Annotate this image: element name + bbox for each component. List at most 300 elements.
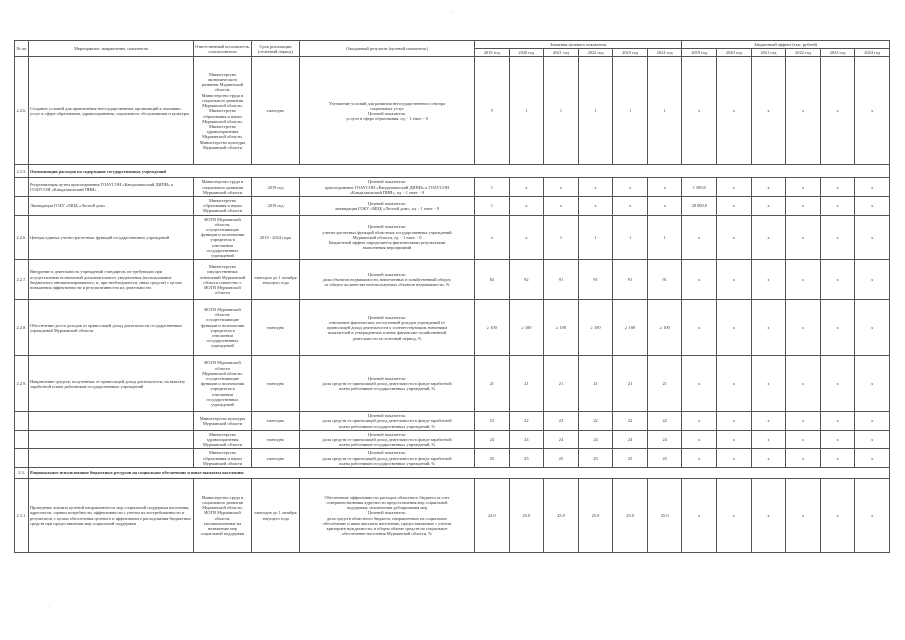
indicator-value: 24 [509, 430, 544, 449]
page-mark-top: · [452, 10, 454, 16]
result-line: платы работников государственных учреждений, % [338, 423, 436, 429]
executor-line: здравоохранения [206, 129, 239, 135]
indicator-value: 24 [475, 430, 510, 449]
executor-line: социального развития [201, 499, 244, 505]
executor-line: социального развития [201, 184, 244, 190]
indicator-value: ≥ 100 [613, 300, 648, 356]
indicator-value: 24 [613, 430, 648, 449]
effect-value: х [682, 430, 717, 449]
indicator-value: 21 [613, 356, 648, 412]
executor-line: учредителя в [210, 237, 235, 243]
deadline-cell: ежегодно [252, 412, 300, 431]
result-cell [300, 197, 475, 216]
deadline-cell: 2019 год [252, 197, 300, 216]
indicator-value: х [509, 215, 544, 260]
indicator-value: 25.0 [647, 479, 682, 553]
indicator-value: 21 [475, 356, 510, 412]
table-row [15, 300, 890, 356]
effect-value: х [820, 412, 855, 431]
result-line: социальных услуг [370, 105, 404, 111]
executor-cell [194, 356, 252, 412]
measure-text [29, 412, 194, 431]
table-row [15, 356, 890, 412]
indicator-value: ≥ 100 [544, 300, 579, 356]
result-line: доля объектов недвижимости, вовлеченных в хозяйственный оборот, [322, 277, 452, 283]
indicator-value: 1 [509, 57, 544, 165]
effect-value: х [786, 215, 821, 260]
indicator-value: 25 [509, 449, 544, 468]
indicator-value: 22 [509, 412, 544, 431]
result-line: Целевой показатель: [367, 179, 407, 185]
executor-line: государственных [206, 247, 239, 253]
indicator-value: 24 [544, 430, 579, 449]
effect-value: 28 000,0 [682, 197, 717, 216]
result-line: Целевой показатель: [367, 510, 407, 516]
result-line: доля средств от приносящей доход деятельности в фонде заработной [322, 437, 452, 443]
effect-value: х [682, 449, 717, 468]
effect-value: х [682, 479, 717, 553]
executor-cell [194, 300, 252, 356]
executor-line: Министерство [208, 264, 237, 270]
executor-line: имущественных [207, 269, 238, 275]
indicator-value: 21 [647, 356, 682, 412]
indicator-value: х [475, 215, 510, 260]
effect-value: х [820, 215, 855, 260]
executor-line: Министерство [208, 71, 237, 77]
header-year: 2024 год [647, 49, 682, 57]
effect-value: х [855, 197, 890, 216]
executor-line: социальной поддержки [200, 531, 245, 537]
row-number [15, 412, 29, 431]
indicator-value: 21 [509, 356, 544, 412]
result-line: совершенствования адресности предоставления мер социальной [326, 499, 448, 505]
indicator-value: 23 [475, 412, 510, 431]
result-cell [300, 412, 475, 431]
effect-value: х [855, 449, 890, 468]
executor-line: Мурманской области [202, 460, 243, 466]
measure-text: Проведение анализа целевой направленности мер социальной поддержки населения, адресности, оценки потребности, эффективности с учетом их востребованности и результатов, с целью обеспечения целевого и эффективного расходования бюджетных средств при предоставлении мер социальной поддержки [29, 479, 194, 553]
effect-value: х [820, 356, 855, 412]
indicator-value: 21 [544, 356, 579, 412]
indicator-value: 1 [475, 197, 510, 216]
indicator-value: 25.0 [613, 479, 648, 553]
executor-line: функции и полномочия [200, 381, 245, 387]
executor-line: учредителя в [210, 386, 235, 392]
indicator-value: 91 [613, 260, 648, 300]
executor-line: отношении [212, 242, 233, 248]
effect-value: х [682, 412, 717, 431]
row-number: 2.3.1. [15, 479, 29, 553]
row-number: 2.3. [15, 468, 29, 479]
executor-line: Мурманской области [202, 144, 243, 150]
effect-value: х [682, 300, 717, 356]
effect-value: х [786, 356, 821, 412]
effect-value: х [717, 300, 752, 356]
executor-line: развития Мурманской [201, 82, 244, 88]
indicator-value: 5 [475, 57, 510, 165]
effect-value: х [855, 430, 890, 449]
indicator-value: 25.0 [578, 479, 613, 553]
executor-line: образования и науки [203, 203, 242, 209]
executor-line: государственных [206, 338, 239, 344]
result-line: выполнения мероприятий [362, 245, 412, 251]
executor-line: экономического [207, 77, 238, 83]
executor-line: Министерство культуры [199, 415, 246, 421]
executor-line: Мурманской области, [202, 118, 243, 124]
measure-text [29, 449, 194, 468]
effect-value: х [786, 412, 821, 431]
header-year: 2024 год [855, 49, 890, 57]
executor-cell [194, 215, 252, 260]
indicator-value: х [578, 178, 613, 197]
executor-line: функции и полномочия [200, 232, 245, 238]
deadline-cell: ежегодно до 1 октября текущего года [252, 260, 300, 300]
effect-value: х [855, 57, 890, 165]
executor-line: учреждений [211, 343, 234, 349]
deadline-cell: ежегодно [252, 300, 300, 356]
deadline-cell: ежегодно [252, 57, 300, 165]
table-row [15, 260, 890, 300]
header-measure: Мероприятие, направление, показатели [29, 41, 194, 57]
result-line: Бюджетный эффект определяется фактическими результатами [328, 240, 446, 246]
effect-value: х [751, 300, 786, 356]
effect-value: х [855, 300, 890, 356]
table-row [15, 412, 890, 431]
indicator-value: 1 [475, 178, 510, 197]
result-line: доля средств от приносящей доход деятельности в фонде заработной [322, 418, 452, 424]
table-row [15, 430, 890, 449]
result-cell [300, 356, 475, 412]
header-executor: Ответственный исполнитель, соисполнители [194, 41, 252, 57]
executor-cell [194, 449, 252, 468]
executor-line: Мурманской области, [202, 103, 243, 109]
effect-value: х [786, 449, 821, 468]
indicator-value: х [613, 178, 648, 197]
table-row [15, 449, 890, 468]
effect-value: х [820, 197, 855, 216]
effect-value: х [855, 412, 890, 431]
table-row [15, 178, 890, 197]
effect-value: х [751, 178, 786, 197]
deadline-cell: 2019 - 2024 годы [252, 215, 300, 260]
indicator-value: х [647, 178, 682, 197]
table-row [15, 479, 890, 553]
section-title: Рациональное использование бюджетных ресурсов на социальное обеспечение и иные выплаты населению [29, 468, 890, 479]
result-line: платы работников государственных учреждений, % [338, 386, 436, 392]
executor-cell [194, 57, 252, 165]
section-title: Оптимизация расходов на содержание государственных учреждений [29, 165, 890, 178]
effect-value: х [820, 300, 855, 356]
executor-line: Мурманской области, [202, 505, 243, 511]
header-num: № пп [15, 41, 29, 57]
effect-value: х [786, 300, 821, 356]
header-result: Ожидаемый результат (целевой показатель) [300, 41, 475, 57]
indicator-value: 22 [578, 412, 613, 431]
result-line: показателей в утвержденных планах финансово-хозяйственной [327, 330, 447, 336]
row-number: 2.2.6. [15, 57, 29, 165]
executor-line: Мурманской области [202, 442, 243, 448]
indicator-value: 25.0 [544, 479, 579, 553]
result-line: присоединение ГОАУСОН «Кандалакшский ДИПИ» к ГОАУСОН [325, 184, 449, 190]
executor-line: Мурманской области [202, 189, 243, 195]
indicator-value: 24 [647, 430, 682, 449]
indicator-value: ≥ 100 [578, 300, 613, 356]
executor-cell [194, 430, 252, 449]
indicator-value: 1 [647, 57, 682, 165]
deadline-cell: 2019 год [252, 178, 300, 197]
header-deadline: Срок реализации (отчетный период) [252, 41, 300, 57]
indicator-value: 25 [475, 449, 510, 468]
row-number [15, 178, 29, 197]
indicator-value: 92 [509, 260, 544, 300]
indicator-value: 25 [647, 449, 682, 468]
header-year: 2023 год [820, 49, 855, 57]
result-cell [300, 479, 475, 553]
measure-text: Создание условий для привлечения негосударственных организаций к оказанию услуг в сфере образования, здравоохранения, социального обслуживания и культуры [29, 57, 194, 165]
executor-cell [194, 197, 252, 216]
header-year: 2022 год [786, 49, 821, 57]
executor-line: ИОГВ Мурманской [204, 216, 241, 222]
executor-line: социального развития [201, 97, 244, 103]
section-row [15, 165, 890, 178]
result-cell [300, 215, 475, 260]
executor-line: Министерство [208, 450, 237, 456]
result-line: Целевой показатель: [367, 271, 407, 277]
activities-table [14, 40, 890, 553]
effect-value: х [751, 479, 786, 553]
effect-value: х [751, 430, 786, 449]
executor-line: образования и науки [203, 113, 242, 119]
executor-line: ИОГВ Мурманской [204, 306, 241, 312]
result-line: Обеспечение эффективности расходов областного бюджета за счет [324, 494, 450, 500]
result-line: «Кандалакшский ПНИ», ед. - 1 ежег. - 0 [349, 189, 425, 195]
indicator-value: 22 [613, 412, 648, 431]
effect-value: х [820, 430, 855, 449]
executor-line: Мурманской области [202, 208, 243, 214]
executor-line: Министерство труда и [201, 92, 244, 98]
result-line: Мурманской области, ед. - 1 ежег. - 0 [352, 234, 422, 240]
indicator-value: 91 [647, 260, 682, 300]
header-year: 2022 год [578, 49, 613, 57]
indicator-value: 25 [613, 449, 648, 468]
measure-text: Реорганизация путем присоединения ГОАУСОН «Кандалакшский ДИПИ» к ГОАУСОН «Кандалакшский ПНИ» [29, 178, 194, 197]
effect-value: х [717, 356, 752, 412]
executor-line: области [215, 290, 230, 296]
header-year: 2019 год [475, 49, 510, 57]
executor-line: Министерство [208, 123, 237, 129]
effect-value: х [820, 449, 855, 468]
indicator-value: 1 [647, 215, 682, 260]
effect-value: х [820, 479, 855, 553]
row-number: 2.2.5. [15, 165, 29, 178]
row-number: 2.2.6. [15, 215, 29, 260]
result-line: доля средств от приносящей доход деятельности в фонде заработной [322, 381, 452, 387]
indicator-value: 1 [613, 215, 648, 260]
effect-value: х [751, 412, 786, 431]
result-line: приносящей доход деятельности к соответствующим значениям [326, 325, 448, 331]
effect-value: х [820, 178, 855, 197]
executor-line: Министерство культуры [199, 139, 246, 145]
executor-line: ИОГВ Мурманской [204, 510, 241, 516]
effect-value: х [717, 57, 752, 165]
effect-value: х [820, 260, 855, 300]
executor-line: учреждений [211, 253, 234, 259]
row-number: 2.2.8. [15, 300, 29, 356]
measure-text [29, 430, 194, 449]
effect-value: х [855, 356, 890, 412]
executor-line: Министерство [208, 198, 237, 204]
page-corner-mark: · [48, 604, 50, 610]
executor-line: государственных [206, 396, 239, 402]
table-row [15, 215, 890, 260]
measure-text: Обеспечение роста доходов от приносящей доход деятельности государственных учреждений Мурманской области [29, 300, 194, 356]
executor-line: области, [214, 312, 231, 318]
executor-line: назначение мер [208, 525, 237, 531]
result-line: поддержки, исключения дублирования мер [346, 505, 428, 511]
result-line: Целевой показатель: [367, 200, 407, 206]
measure-text: Ликвидация ГОБУ «МЦБ «Лесной дом» [29, 197, 194, 216]
effect-value: х [786, 430, 821, 449]
indicator-value: х [613, 197, 648, 216]
indicator-value: х [647, 197, 682, 216]
executor-line: уполномоченные на [203, 520, 242, 526]
result-cell [300, 449, 475, 468]
effect-value: х [751, 356, 786, 412]
effect-value: х [751, 197, 786, 216]
header-indicator-values: Значения целевого показателя [475, 41, 682, 49]
result-cell [300, 300, 475, 356]
effect-value: х [820, 57, 855, 165]
result-line: платы работников государственных учреждений, % [338, 442, 436, 448]
result-line: Улучшение условий для развития негосударственного сектора [328, 100, 446, 106]
header-year: 2021 год [751, 49, 786, 57]
executor-line: учредителя в [210, 327, 235, 333]
result-line: Целевой показатель: [367, 314, 407, 320]
result-line: ликвидация ГОБУ «МЦБ «Лесной дом», ед. - 1 ежег. - 0 [334, 205, 440, 211]
header-year: 2021 год [544, 49, 579, 57]
effect-value: х [786, 197, 821, 216]
indicator-value: 84 [475, 260, 510, 300]
result-line: обеспечение и иные выплаты населению, предоставляемые с учетом [322, 520, 452, 526]
executor-line: отношении [212, 332, 233, 338]
effect-value: х [751, 215, 786, 260]
indicator-value: 1 [613, 57, 648, 165]
deadline-cell: ежегодно [252, 430, 300, 449]
effect-value: х [786, 57, 821, 165]
header-year: 2020 год [717, 49, 752, 57]
header-year: 2023 год [613, 49, 648, 57]
effect-value: х [717, 178, 752, 197]
effect-value: х [717, 430, 752, 449]
result-line: платы работников государственных учреждений, % [338, 460, 436, 466]
deadline-cell: ежегодно [252, 449, 300, 468]
result-line: Целевой показатель: [367, 413, 407, 419]
executor-line: ИОГВ Мурманской [204, 360, 241, 366]
effect-value: х [855, 178, 890, 197]
result-line: Целевой показатель: [367, 450, 407, 456]
indicator-value: 22 [544, 412, 579, 431]
indicator-value: х [544, 197, 579, 216]
executor-cell [194, 412, 252, 431]
result-line: Целевой показатель: [367, 224, 407, 230]
indicator-value: 1 [544, 215, 579, 260]
indicator-value: 25 [544, 449, 579, 468]
executor-line: отношений Мурманской [199, 274, 246, 280]
executor-line: здравоохранения [206, 437, 239, 443]
result-line: от общего количества неиспользуемых объектов недвижимости, % [324, 282, 450, 288]
executor-line: области, [214, 221, 231, 227]
effect-value: х [855, 260, 890, 300]
effect-value: х [682, 356, 717, 412]
indicator-value: ≥ 100 [509, 300, 544, 356]
executor-line: осуществляющие [206, 317, 239, 323]
result-line: Целевой показатель: [367, 110, 407, 116]
executor-line: Мурманской области, [202, 370, 243, 376]
executor-line: Министерство труда и [201, 179, 244, 185]
executor-line: области [215, 365, 230, 371]
row-number [15, 197, 29, 216]
executor-line: образования и науки [203, 455, 242, 461]
indicator-value: 22 [647, 412, 682, 431]
effect-value: х [751, 57, 786, 165]
deadline-cell: ежегодно [252, 356, 300, 412]
executor-line: осуществляющие [206, 375, 239, 381]
result-line: доля средств областного бюджета, направленных на социальное [326, 515, 448, 521]
effect-value: х [682, 260, 717, 300]
indicator-value: 25.0 [509, 479, 544, 553]
result-line: Целевой показатель: [367, 431, 407, 437]
executor-cell [194, 260, 252, 300]
header-year: 2019 год [682, 49, 717, 57]
effect-value: х [855, 215, 890, 260]
header-row-1 [15, 41, 890, 49]
result-cell [300, 430, 475, 449]
indicator-value: х [509, 178, 544, 197]
executor-line: ИОГВ Мурманской [204, 284, 241, 290]
table-row [15, 197, 890, 216]
effect-value: х [751, 449, 786, 468]
measure-text: Внедрение в деятельность учреждений стандартов, не требующих при осуществлении полномочий дополнительного уведомления (использование бюджетного автоматизированного, и, при необходимости, иных средств) с целью повышения эффективности и результативности их деятельности [29, 260, 194, 300]
header-year: 2020 год [509, 49, 544, 57]
row-number: 2.2.9. [15, 356, 29, 412]
executor-line: Мурманской области [202, 421, 243, 427]
indicator-value: 21 [578, 356, 613, 412]
effect-value: х [855, 479, 890, 553]
table-row [15, 57, 890, 165]
result-line: деятельности за отчетный период, % [352, 335, 422, 341]
indicator-value: 91 [578, 260, 613, 300]
indicator-value: 24.0 [475, 479, 510, 553]
indicator-value: 25 [578, 449, 613, 468]
effect-value: х [786, 178, 821, 197]
result-cell [300, 178, 475, 197]
effect-value: х [786, 479, 821, 553]
result-cell [300, 57, 475, 165]
result-cell [300, 260, 475, 300]
executor-cell [194, 178, 252, 197]
result-line: обеспечение населения Мурманской области, % [342, 531, 432, 537]
indicator-value: 1 [578, 57, 613, 165]
executor-line: Министерство [208, 108, 237, 114]
result-line: критериев нуждаемости, в общем объеме средств на социальное [326, 525, 448, 531]
indicator-value: ≥ 100 [475, 300, 510, 356]
indicator-value: 91 [544, 260, 579, 300]
result-line: доля средств от приносящей доход деятельности в фонде заработной [322, 455, 452, 461]
indicator-value: 1 [544, 57, 579, 165]
effect-value: х [682, 215, 717, 260]
indicator-value: х [578, 197, 613, 216]
executor-line: области, [214, 515, 231, 521]
